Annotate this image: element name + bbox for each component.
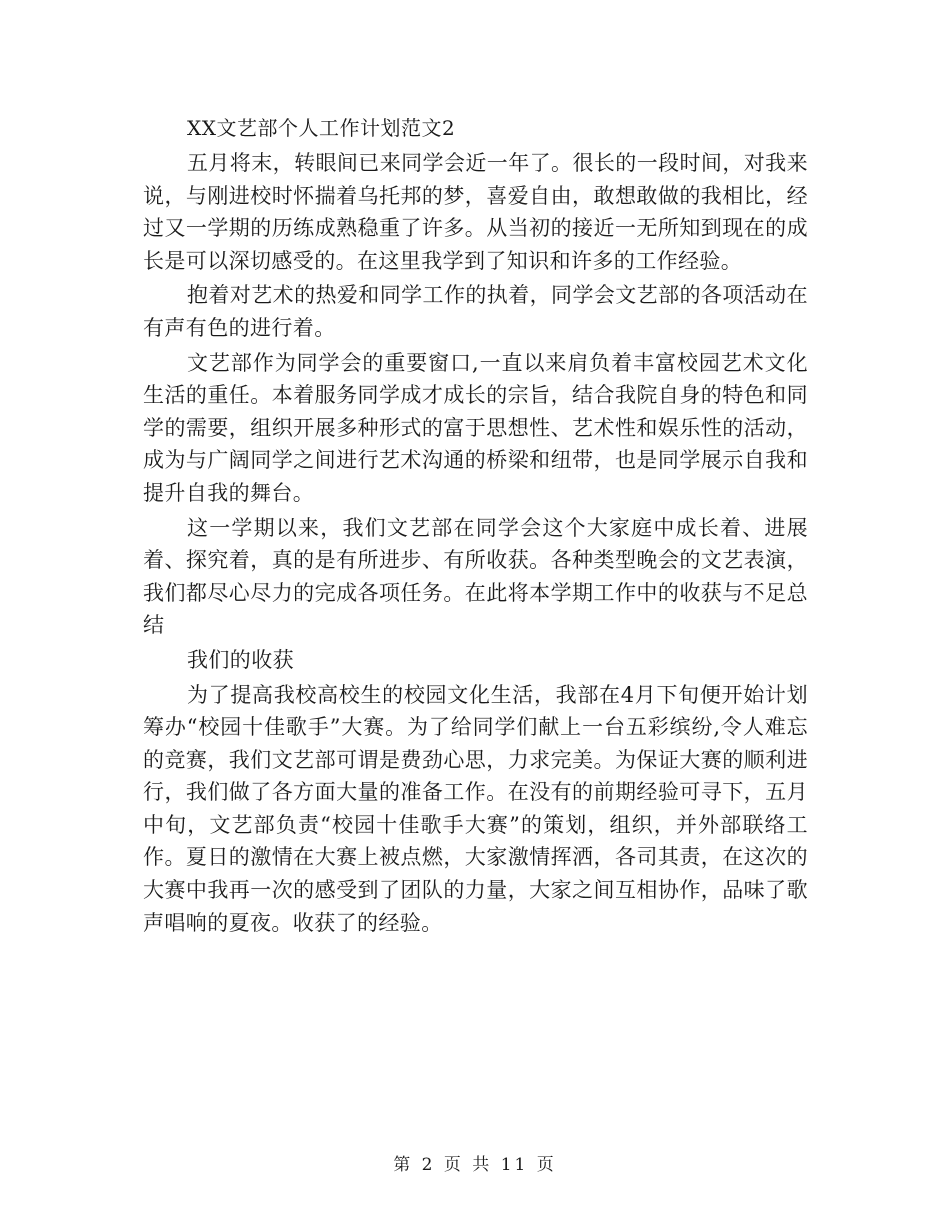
section-heading-gains: 我们的收获	[187, 647, 294, 672]
document-body	[143, 112, 808, 939]
paragraph-singer-contest: 为了提高我校高校生的校园文化生活，我部在4月下旬便开始计划筹办“校园十佳歌手”大赛。为了给同学们献上一台五彩缤纷,令人难忘的竞赛，我们文艺部可谓是费劲心思，力求完美。为保证大赛的顺利进行，我们做了各方面大量的准备工作。在没有的前期经验可寻下，五月中旬，文艺部负责“校园十佳歌手大赛”的策划，组织，并外部联络工作。夏日的激情在大赛上被点燃，大家激情挥洒，各司其责，在这次的大赛中我再一次的感受到了团队的力量，大家之间互相协作，品味了歌声唱响的夏夜。收获了的经验。	[143, 682, 808, 935]
paragraph-role: 文艺部作为同学会的重要窗口,一直以来肩负着丰富校园艺术文化生活的重任。本着服务同学成才成长的宗旨，结合我院自身的特色和同学的需要，组织开展多种形式的富于思想性、艺术性和娱乐性的活动，成为与广阔同学之间进行艺术沟通的桥梁和纽带，也是同学展示自我和提升自我的舞台。	[143, 350, 808, 505]
paragraph-passion: 抱着对艺术的热爱和同学工作的执着，同学会文艺部的各项活动在有声有色的进行着。	[143, 283, 808, 340]
document-title: XX文艺部个人工作计划范文2	[187, 116, 456, 140]
page-number-footer: 第 2 页 共 11 页	[393, 1155, 557, 1175]
paragraph-semester: 这一学期以来，我们文艺部在同学会这个大家庭中成长着、进展着、探究着，真的是有所进步、有所收获。各种类型晚会的文艺表演，我们都尽心尽力的完成各项任务。在此将本学期工作中的收获与不足总结	[143, 515, 808, 638]
paragraph-intro: 五月将末，转眼间已来同学会近一年了。很长的一段时间，对我来说，与刚进校时怀揣着乌托邦的梦，喜爱自由，敢想敢做的我相比，经过又一学期的历练成熟稳重了许多。从当初的接近一无所知到现在的成长是可以深切感受的。在这里我学到了知识和许多的工作经验。	[143, 151, 808, 273]
